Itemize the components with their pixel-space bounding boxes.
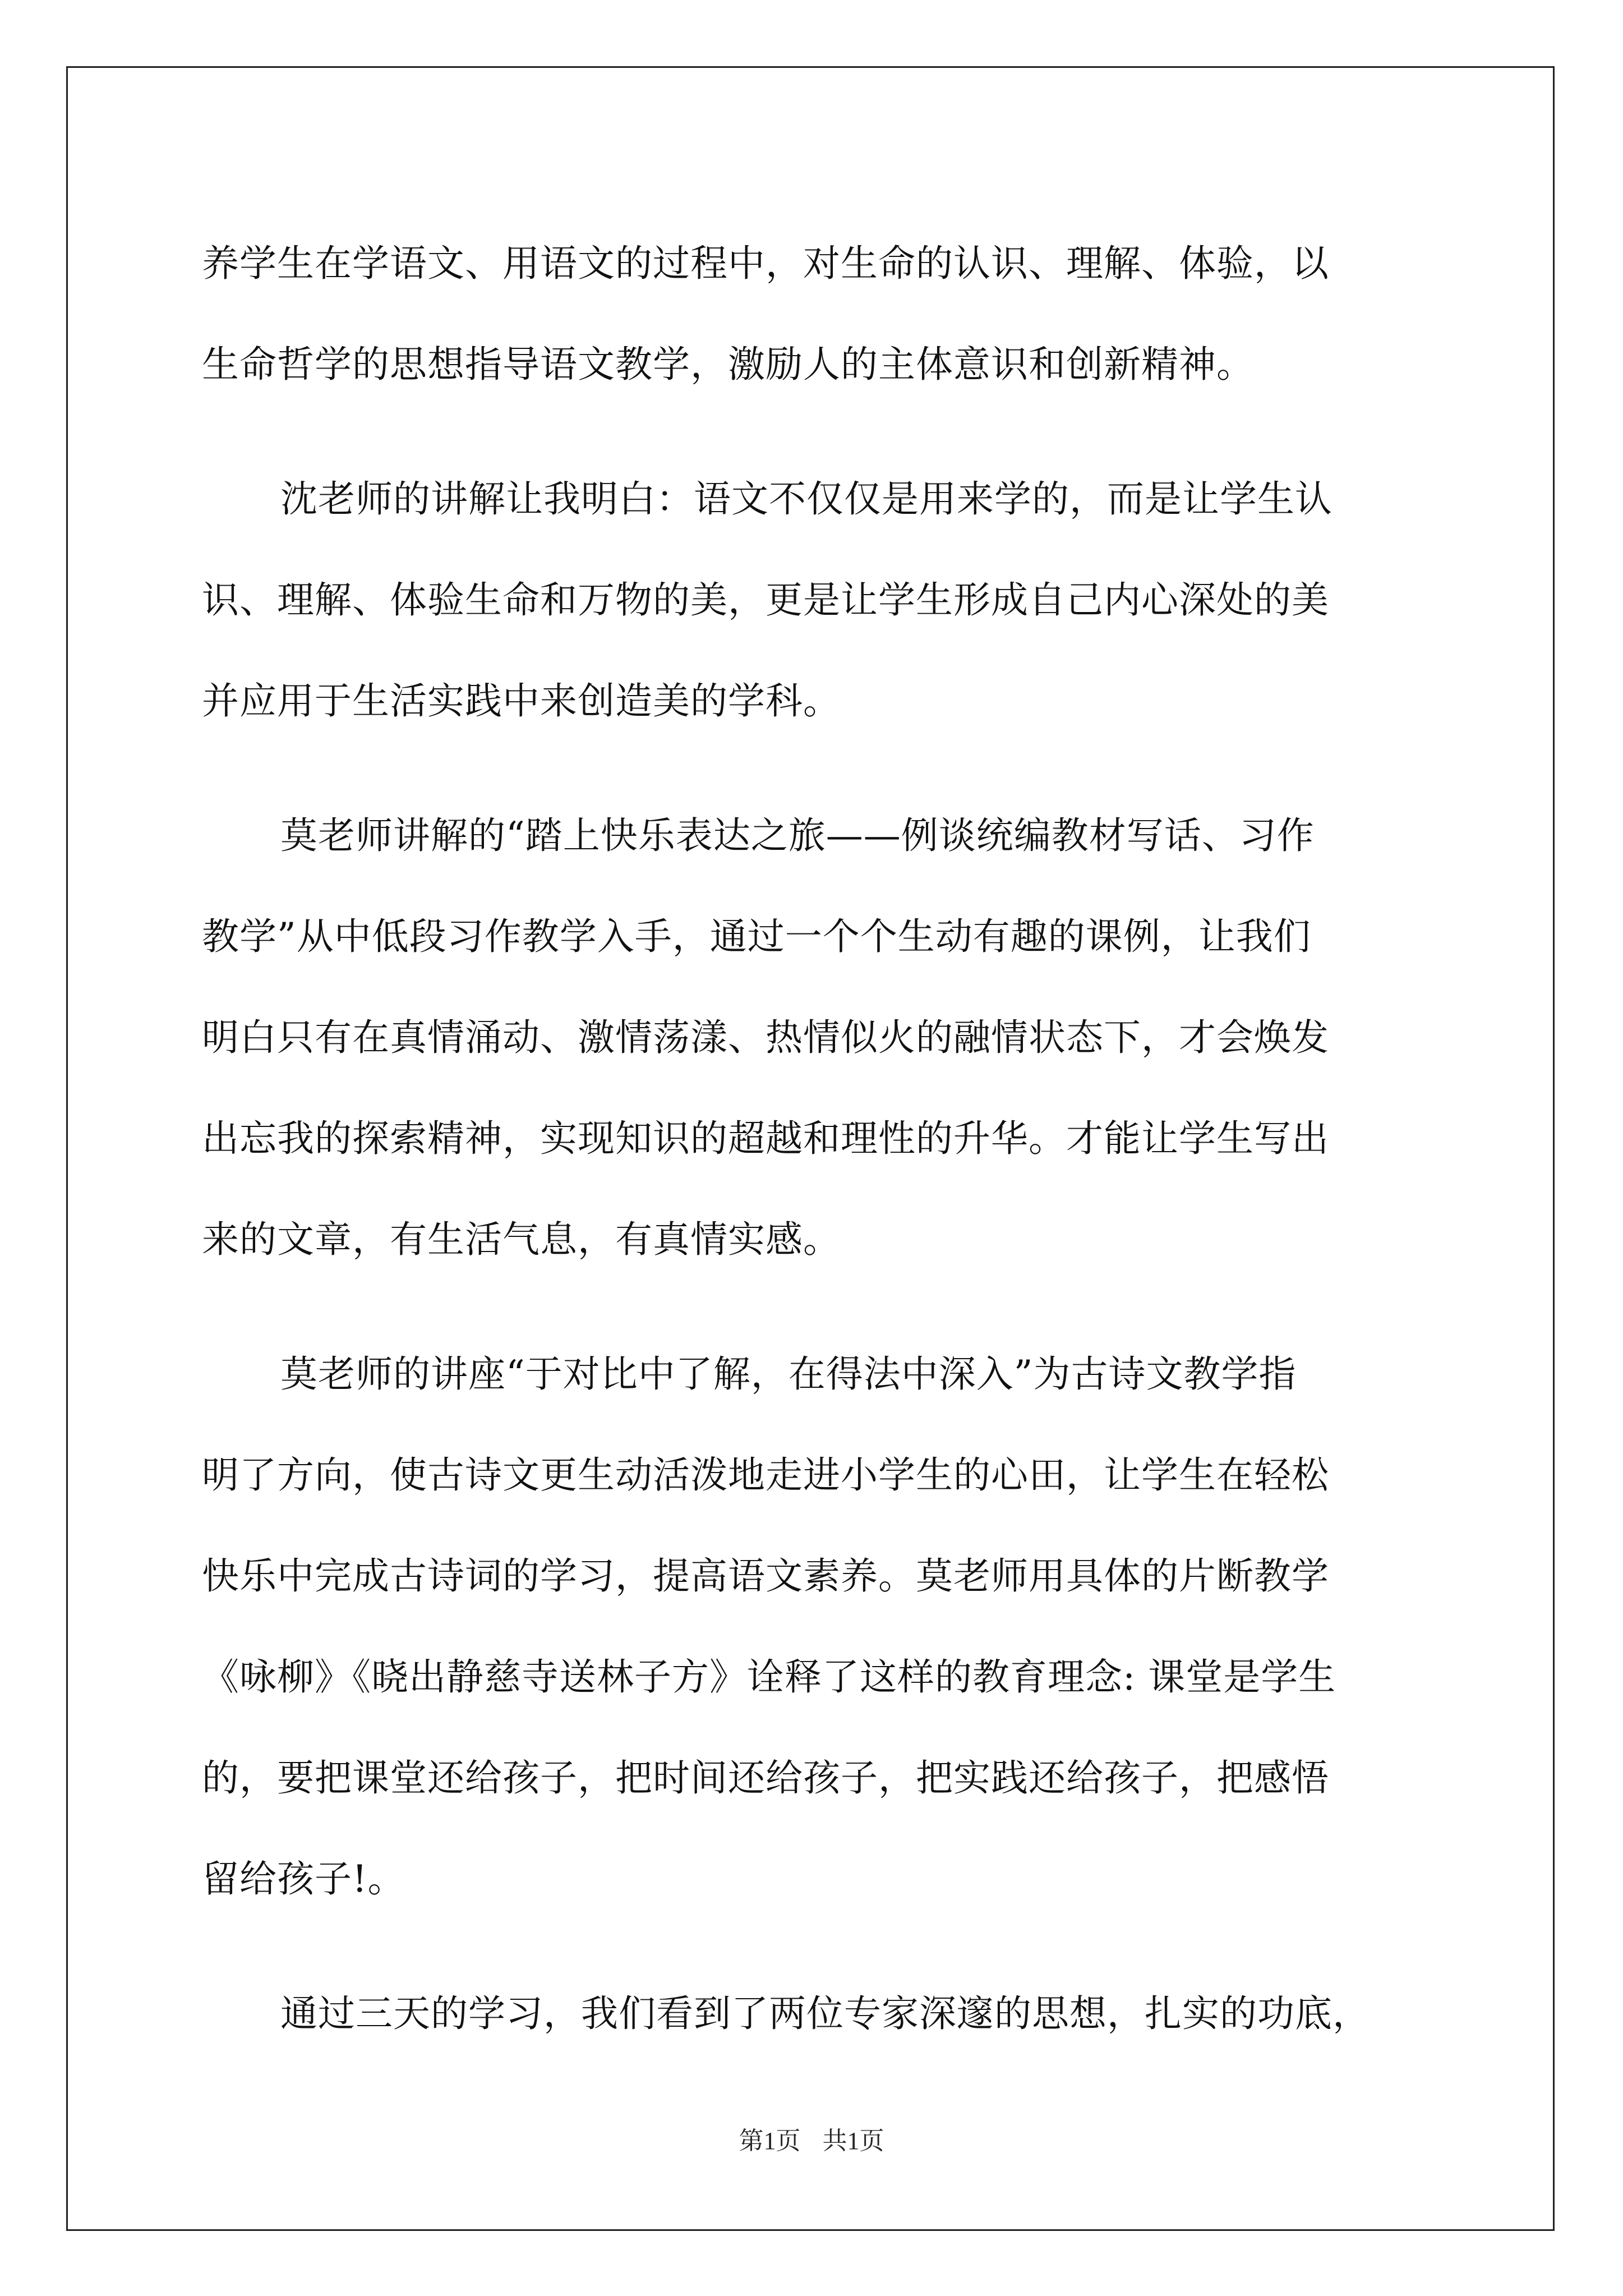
- text-line: 出忘我的探索精神，实现知识的超越和理性的升华。才能让学生写出: [202, 1117, 1329, 1160]
- text-line: 留给孩子!。: [202, 1857, 405, 1901]
- text-line: 《咏柳》《晓出静慈寺送林子方》诠释了这样的教育理念: 课堂是学生: [202, 1655, 1336, 1699]
- text-line: 莫老师讲解的“踏上快乐表达之旅——例谈统编教材写话、习作: [280, 814, 1315, 857]
- paragraph: [202, 785, 1436, 1290]
- text-line: 识、理解、体验生命和万物的美，更是让学生形成自己内心深处的美: [202, 578, 1329, 622]
- page-number: 第1页: [739, 2127, 801, 2155]
- text-line: 来的文章，有生活气息，有真情实感。: [202, 1218, 841, 1261]
- paragraph: [202, 1963, 1436, 2064]
- text-line: 快乐中完成古诗词的学习，提高语文素养。莫老师用具体的片断教学: [202, 1554, 1329, 1598]
- text-line: 生命哲学的思想指导语文教学，激励人的主体意识和创新精神。: [202, 343, 1254, 386]
- text-line: 明白只有在真情涌动、激情荡漾、热情似火的融情状态下，才会焕发: [202, 1016, 1329, 1059]
- text-line: 的，要把课堂还给孩子，把时间还给孩子，把实践还给孩子，把感悟: [202, 1756, 1329, 1800]
- text-line: 通过三天的学习，我们看到了两位专家深邃的思想，扎实的功底，: [280, 1992, 1370, 2035]
- page-footer: [0, 2120, 1623, 2156]
- text-line: 养学生在学语文、用语文的过程中，对生命的认识、理解、体验，以: [202, 242, 1329, 285]
- paragraph: [202, 213, 1436, 415]
- paragraph: [202, 1324, 1436, 1930]
- text-line: 明了方向，使古诗文更生动活泼地走进小学生的心田，让学生在轻松: [202, 1453, 1329, 1497]
- text-line: 教学”从中低段习作教学入手，通过一个个生动有趣的课例，让我们: [202, 915, 1311, 958]
- page-total: 共1页: [822, 2127, 884, 2155]
- paragraph: [202, 449, 1436, 752]
- text-line: 并应用于生活实践中来创造美的学科。: [202, 679, 841, 723]
- document-body: [202, 213, 1436, 2064]
- text-line: 沈老师的讲解让我明白：语文不仅仅是用来学的，而是让学生认: [280, 477, 1332, 521]
- text-line: 莫老师的讲座“于对比中了解，在得法中深入”为古诗文教学指: [280, 1352, 1297, 1396]
